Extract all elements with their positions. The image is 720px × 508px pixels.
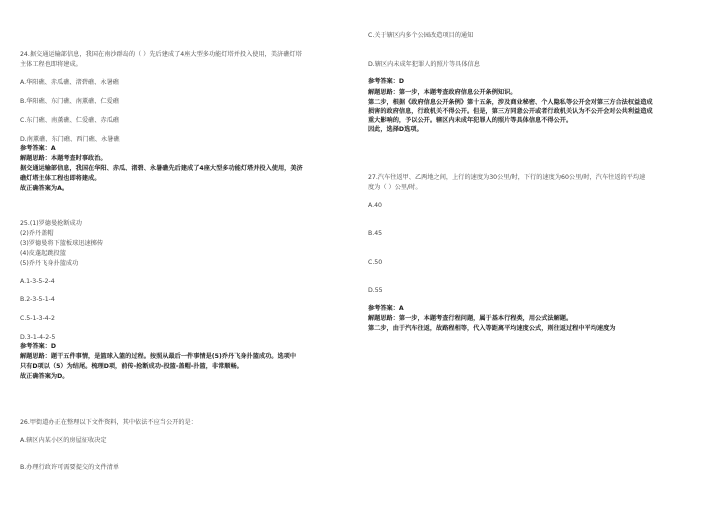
- q25-item-3: (3)罗德曼将下篮板球迅速掷传: [20, 240, 104, 247]
- q25-analysis-1: 解题思路：题干五件事情，是篮球入篮的过程。按照从最后一件事情是(5)乔丹飞身扑篮成功。选项中: [20, 353, 297, 360]
- q27-stem-line2: 度为（ ）公里/时。: [368, 184, 422, 191]
- q27-analysis-2: 第二步，由于汽车往返，故路程相等，代入等距离平均速度公式，则往返过程中平均速度为: [368, 325, 616, 332]
- q25-option-d: D.3-1-4-2-5: [20, 334, 56, 341]
- q26-option-c: C.关于辖区内多个公园改造项目的通知: [368, 32, 474, 39]
- q24-answer: 参考答案：A: [20, 145, 56, 152]
- q26-option-d: D.辖区内未成年犯罪人的照片等具体信息: [368, 61, 480, 68]
- q24-option-a: A.华阳礁、赤瓜礁、渚碧礁、永暑礁: [20, 79, 119, 86]
- q26-stem: 26.甲街道办正在整理以下文件资料，其中依法不应当公开的是：: [20, 419, 197, 426]
- q25-item-5: (5)乔丹飞身扑篮成功: [20, 260, 79, 267]
- q26-analysis-2: 第二步，根据《政府信息公开条例》第十五条，涉及商业秘密、个人隐私等公开会对第三方合法权益造成: [368, 99, 653, 106]
- right-column: [368, 0, 708, 508]
- q27-option-b: B.45: [368, 230, 383, 237]
- q26-analysis-5: 因此，选择D选项。: [368, 126, 423, 133]
- q27-option-a: A.40: [368, 202, 382, 209]
- q26-analysis-1: 解题思路：第一步，本题考查政府信息公开条例知识。: [368, 89, 517, 96]
- q24-analysis-2: 据交通运输部信息，我国在华阳、赤瓜、渚碧、永暑礁先后建成了4座大型多功能灯塔并投入使用，美济: [20, 165, 303, 172]
- q26-option-a: A.辖区内某小区的房屋征收决定: [20, 437, 107, 444]
- q25-stem: 25.(1)罗德曼抢断成功: [20, 220, 82, 227]
- q24-stem-line1: 24.据交通运输部信息，我国在南沙群岛的（ ）先后建成了4座大型多功能灯塔并投入使用，美济礁灯塔: [20, 51, 302, 58]
- q26-answer: 参考答案：D: [368, 78, 405, 85]
- q25-item-2: (2)乔丹盖帽: [20, 230, 54, 237]
- q24-option-d: D.南薰礁、东门礁、西门礁、永暑礁: [20, 136, 120, 143]
- q27-option-d: D.55: [368, 287, 383, 294]
- q25-item-4: (4)皮蓬起跳投篮: [20, 250, 66, 257]
- q26-analysis-3: 损害的政府信息，行政机关不得公开。但是，第三方同意公开或者行政机关认为不公开会对公共利益造成: [368, 108, 653, 115]
- q24-option-c: C.东门礁、南薰礁、仁爱礁、赤瓜礁: [20, 117, 120, 124]
- q27-answer: 参考答案：A: [368, 305, 404, 312]
- q25-analysis-2: 只有D项以（5）为结尾。梳理D项，前传-抢断成功-投篮-盖帽-扑篮，非常顺畅。: [20, 363, 243, 370]
- q25-option-c: C.5-1-3-4-2: [20, 315, 55, 322]
- left-column: [20, 0, 360, 508]
- q27-stem-line1: 27.汽车往返甲、乙两地之间，上行的速度为30公里/时，下行的速度为60公里/时，汽车往返的平均速: [368, 174, 646, 181]
- q25-option-a: A.1-3-5-2-4: [20, 278, 55, 285]
- q24-analysis-4: 故正确答案为A。: [20, 185, 69, 192]
- q27-analysis-1: 解题思路：第一步，本题考查行程问题，属于基本行程类，用公式法解题。: [368, 315, 573, 322]
- q25-analysis-3: 故正确答案为D。: [20, 373, 69, 380]
- q27-option-c: C.50: [368, 259, 383, 266]
- q24-analysis-1: 解题思路：本题考查时事政治。: [20, 155, 107, 162]
- q26-analysis-4: 重大影响的，予以公开。辖区内未成年犯罪人的照片等具体信息不得公开。: [368, 117, 573, 124]
- q25-option-b: B.2-3-5-1-4: [20, 296, 55, 303]
- q25-answer: 参考答案：D: [20, 343, 57, 350]
- q24-analysis-3: 礁灯塔主体工程也即将建成。: [20, 175, 101, 182]
- q26-option-b: B.办理行政许可需要提交的文件清单: [20, 464, 120, 471]
- q24-option-b: B.华阳礁、东门礁、南薰礁、仁爱礁: [20, 98, 120, 105]
- q24-stem-line2: 主体工程也即将建成。: [20, 61, 82, 68]
